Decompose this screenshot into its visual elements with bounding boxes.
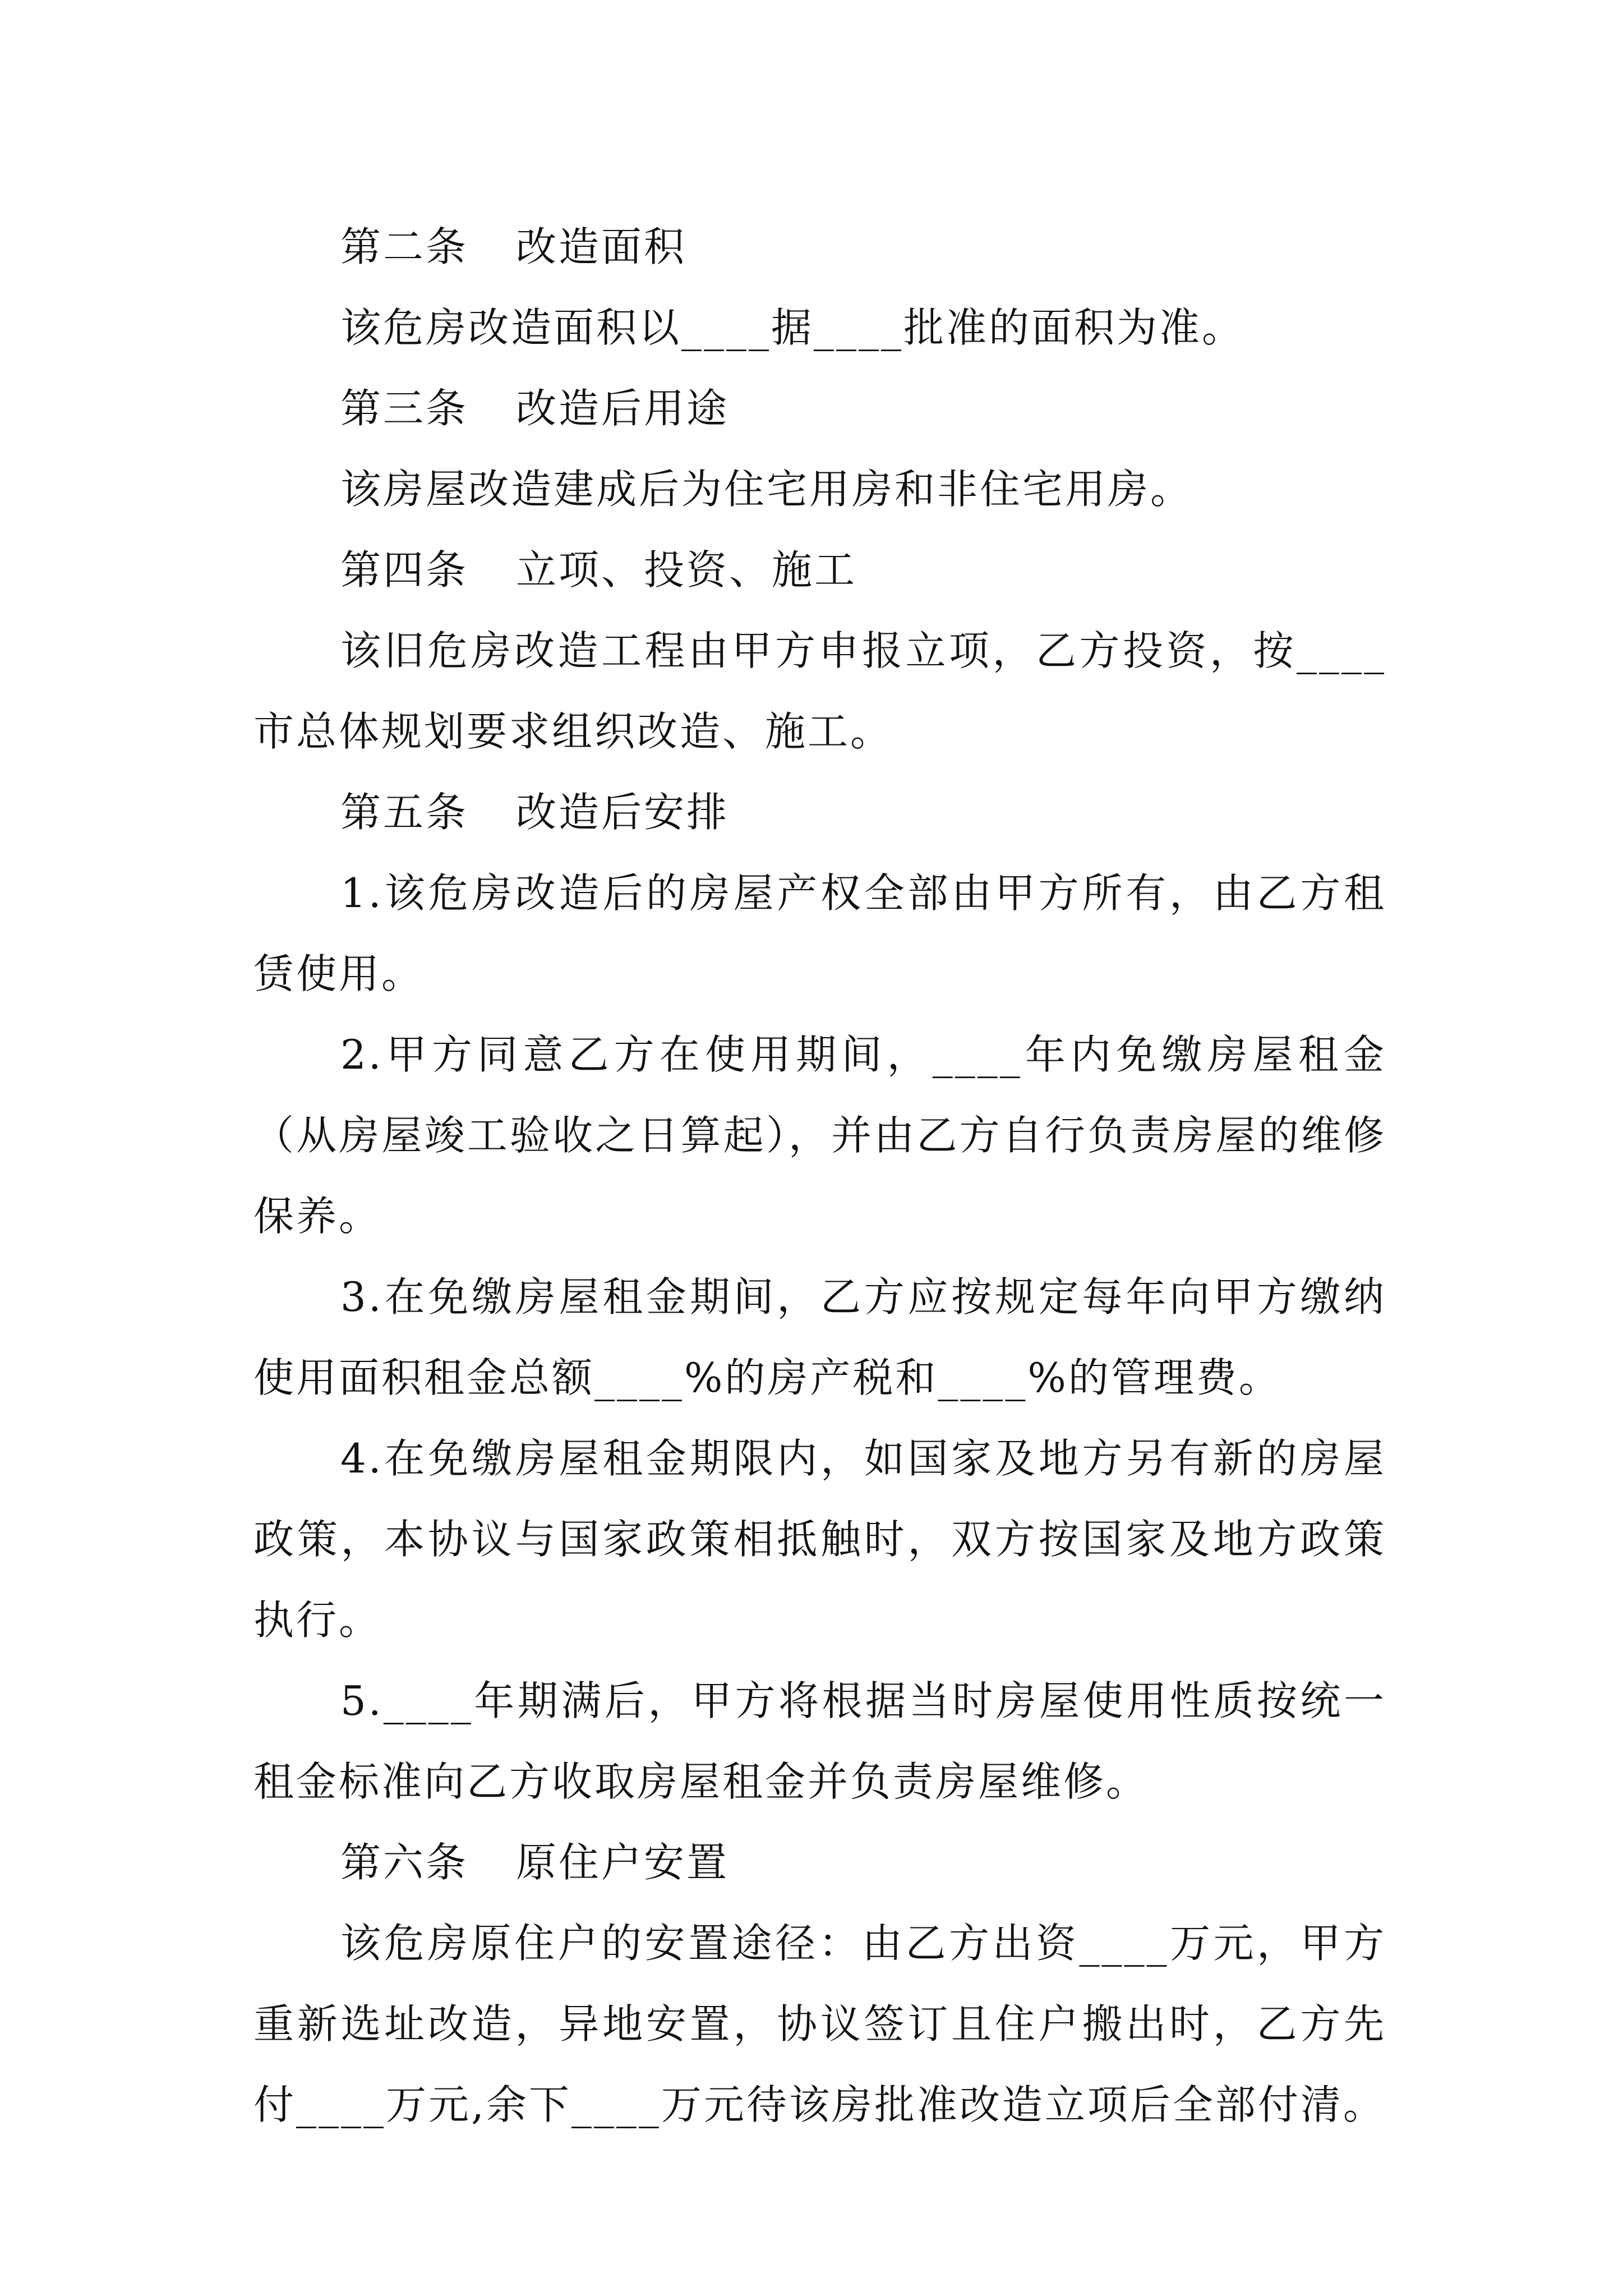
article-5-item-5: 5.____年期满后，甲方将根据当时房屋使用性质按统一租金标准向乙方收取房屋租金并负责房屋维修。	[253, 1677, 1386, 1805]
article-5-heading	[253, 772, 1386, 853]
article-4-body: 该旧危房改造工程由甲方申报立项，乙方投资，按____市总体规划要求组织改造、施工。	[253, 627, 1386, 755]
article-6-body: 该危房原住户的安置途径：由乙方出资____万元，甲方重新选址改造，异地安置，协议签订且住户搬出时，乙方先付____万元,余下____万元待该房批准改造立项后全部付清。	[253, 1920, 1386, 2128]
article-title: 改造后安排	[516, 789, 730, 836]
article-label: 第六条	[340, 1839, 469, 1886]
article-4-heading	[253, 530, 1386, 610]
document-page	[253, 206, 1386, 2145]
article-label: 第三条	[340, 385, 469, 432]
article-title: 改造后用途	[516, 385, 730, 432]
article-label: 第二条	[340, 223, 469, 270]
article-3-body: 该房屋改造建成后为住宅用房和非住宅用房。	[340, 466, 1193, 513]
article-5-item-2: 2.甲方同意乙方在使用期间，____年内免缴房屋租金（从房屋竣工验收之日算起），并由乙方自行负责房屋的维修保养。	[253, 1031, 1386, 1240]
article-title: 原住户安置	[516, 1839, 730, 1886]
article-2-body: 该危房改造面积以____据____批准的面积为准。	[340, 304, 1245, 351]
article-title: 改造面积	[516, 223, 687, 270]
article-title: 立项、投资、施工	[516, 546, 857, 593]
article-5-item-3: 3.在免缴房屋租金期间，乙方应按规定每年向甲方缴纳使用面积租金总额____%的房产税和____%的管理费。	[253, 1273, 1386, 1401]
article-5-item-1: 1.该危房改造后的房屋产权全部由甲方所有，由乙方租赁使用。	[253, 869, 1386, 997]
article-3-heading	[253, 368, 1386, 449]
article-6-heading	[253, 1822, 1386, 1903]
article-label: 第四条	[340, 546, 469, 593]
article-5-item-4: 4.在免缴房屋租金期限内，如国家及地方另有新的房屋政策，本协议与国家政策相抵触时，双方按国家及地方政策执行。	[253, 1435, 1386, 1644]
article-2-heading	[253, 206, 1386, 287]
article-label: 第五条	[340, 789, 469, 836]
